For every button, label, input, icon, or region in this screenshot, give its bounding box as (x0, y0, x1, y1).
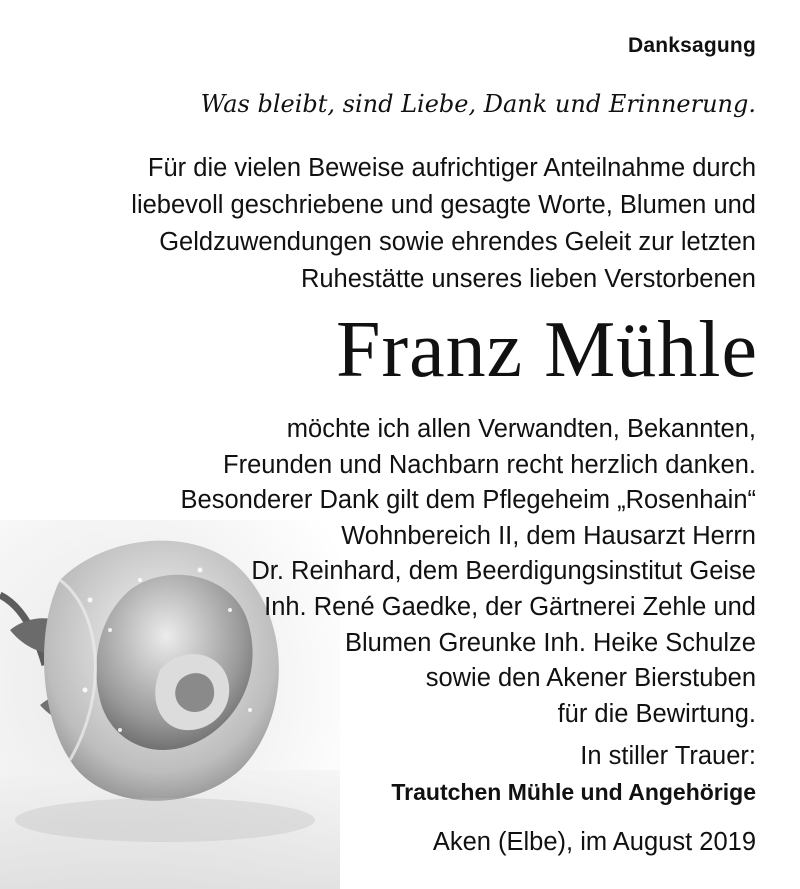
intro-line: Ruhestätte unseres lieben Verstorbenen (300, 265, 756, 293)
thanks-line: Dr. Reinhard, dem Beerdigungsinstitut Geise (251, 557, 756, 586)
thanks-line: Inh. René Gaedke, der Gärtnerei Zehle und (264, 592, 756, 621)
heading: Danksagung (627, 34, 756, 57)
signature: Trautchen Mühle und Angehörige (391, 779, 756, 805)
thanks-line: für die Bewirtung. (557, 699, 756, 728)
intro-line: liebevoll geschriebene und gesagte Worte, Blumen und (131, 191, 756, 219)
thanks-line: Freunden und Nachbarn recht herzlich danken. (223, 450, 756, 479)
thanks-line: möchte ich allen Verwandten, Bekannten, (286, 415, 756, 443)
thanks-paragraph (181, 412, 756, 732)
mourning-block (391, 738, 756, 810)
thanks-line: Blumen Greunke Inh. Heike Schulze (344, 628, 756, 657)
dateline: Aken (Elbe), im August 2019 (432, 828, 756, 856)
thanks-line: Besonderer Dank gilt dem Pflegeheim „Rosenhain“ (180, 486, 756, 515)
intro-paragraph (131, 150, 756, 298)
intro-line: Für die vielen Beweise aufrichtiger Anteilnahme durch (147, 154, 756, 182)
mourning-intro: In stiller Trauer: (580, 742, 756, 770)
thanks-line: Wohnbereich II, dem Hausarzt Herrn (341, 521, 756, 550)
deceased-name: Franz Mühle (335, 306, 758, 394)
intro-line: Geldzuwendungen sowie ehrendes Geleit zur letzten (159, 228, 756, 256)
motto: Was bleibt, sind Liebe, Dank und Erinnerung. (200, 90, 756, 118)
thanks-line: sowie den Akener Bierstuben (425, 664, 756, 693)
